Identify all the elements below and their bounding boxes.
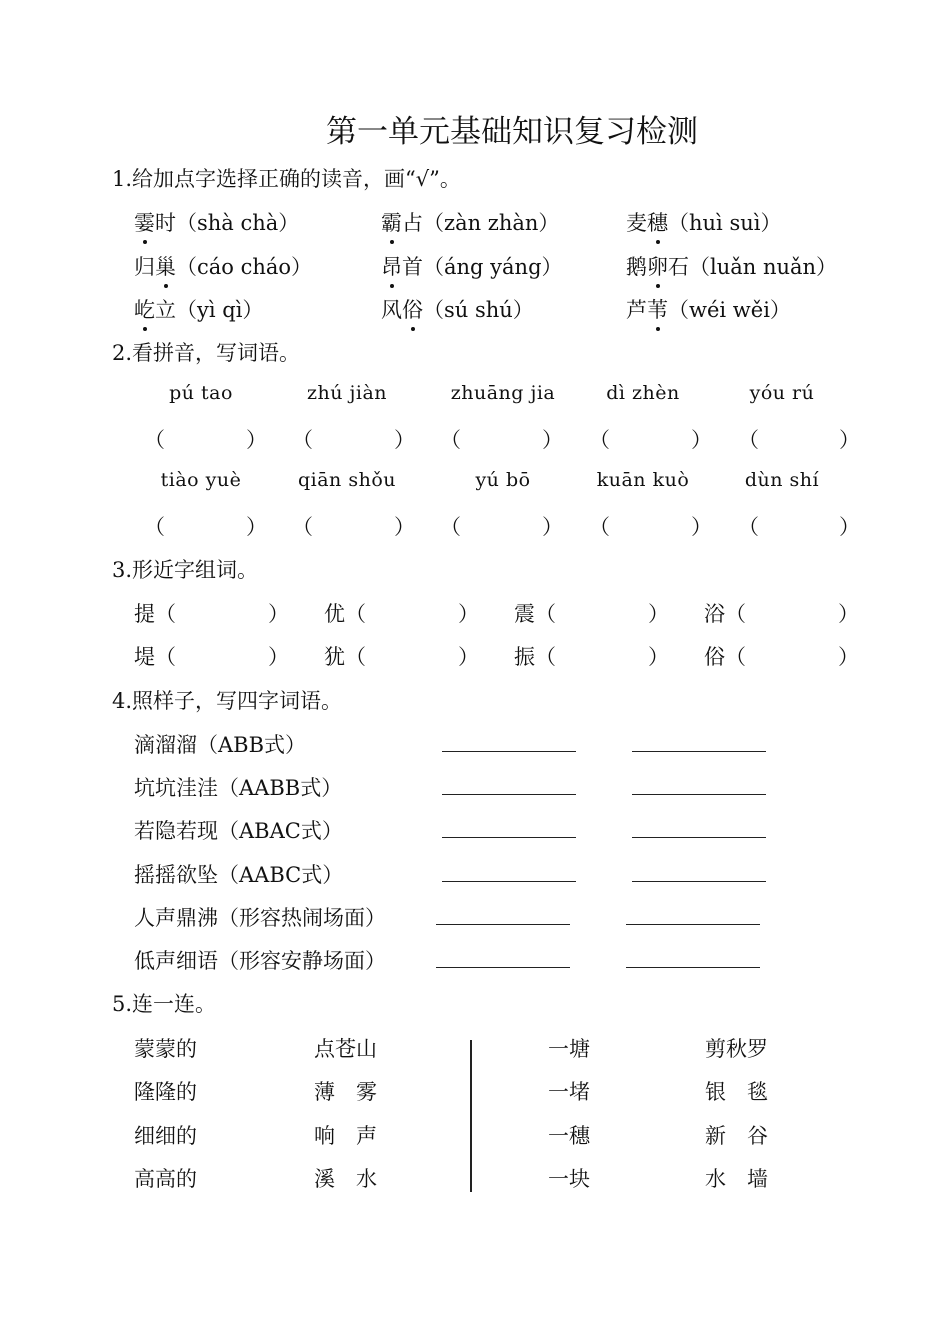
pinyin-label: zhuāng jia — [450, 382, 556, 404]
match-left-noun[interactable]: 溪 水 — [314, 1167, 377, 1191]
answer-bracket-open: （ — [440, 515, 461, 539]
example-word: 坑坑洼洼（AABB式） — [134, 776, 343, 800]
match-left-modifier[interactable]: 隆隆的 — [134, 1080, 197, 1104]
pronunciation-item — [134, 251, 312, 281]
dotted-character: 昂 — [381, 251, 402, 281]
answer-blank[interactable] — [442, 794, 576, 795]
item-options: 石（luǎn nuǎn） — [668, 255, 838, 279]
pinyin-label: qiān shǒu — [297, 469, 396, 491]
answer-blank[interactable] — [632, 837, 766, 838]
q2-heading: 2.看拼音，写词语。 — [112, 341, 301, 365]
answer-blank[interactable] — [632, 794, 766, 795]
match-left-modifier[interactable]: 细细的 — [134, 1124, 197, 1148]
answer-blank[interactable] — [442, 837, 576, 838]
answer-bracket-close: ） — [648, 602, 669, 626]
answer-bracket-close: ） — [458, 645, 479, 669]
match-right-noun[interactable]: 银 毯 — [705, 1080, 768, 1104]
answer-blank[interactable] — [442, 881, 576, 882]
word-group-label: 振（ — [514, 645, 556, 669]
dotted-character: 苇 — [647, 294, 668, 324]
answer-blank[interactable] — [632, 881, 766, 882]
matching-divider — [470, 1040, 472, 1192]
answer-bracket-close: ） — [394, 428, 415, 452]
answer-bracket-close: ） — [246, 515, 267, 539]
match-right-noun[interactable]: 新 谷 — [705, 1124, 768, 1148]
example-word: 滴溜溜（ABB式） — [134, 733, 307, 757]
answer-bracket-close: ） — [691, 515, 712, 539]
answer-bracket-close: ） — [268, 645, 289, 669]
answer-bracket-open: （ — [144, 428, 165, 452]
example-word: 人声鼎沸（形容热闹场面） — [134, 906, 386, 930]
answer-bracket-open: （ — [292, 428, 313, 452]
pronunciation-item — [381, 294, 534, 324]
answer-blank[interactable] — [632, 751, 766, 752]
item-text: 归 — [134, 255, 155, 279]
pronunciation-item — [626, 251, 837, 281]
match-left-noun[interactable]: 薄 雾 — [314, 1080, 377, 1104]
answer-bracket-close: ） — [838, 602, 859, 626]
q1-heading: 1.给加点字选择正确的读音，画“√”。 — [112, 167, 461, 191]
word-group-label: 犹（ — [324, 645, 366, 669]
dotted-character: 霸 — [381, 207, 402, 237]
answer-bracket-open: （ — [292, 515, 313, 539]
pronunciation-item — [134, 207, 299, 237]
dotted-character: 霎 — [134, 207, 155, 237]
word-group-label: 浴（ — [704, 602, 746, 626]
answer-bracket-close: ） — [268, 602, 289, 626]
example-word: 低声细语（形容安静场面） — [134, 949, 386, 973]
item-text: 鹅 — [626, 255, 647, 279]
answer-bracket-close: ） — [691, 428, 712, 452]
match-right-measure[interactable]: 一穗 — [548, 1124, 590, 1148]
pronunciation-item — [381, 207, 559, 237]
match-right-noun[interactable]: 剪秋罗 — [705, 1037, 768, 1061]
answer-blank[interactable] — [626, 924, 760, 925]
item-options: 首（áng yáng） — [402, 255, 563, 279]
pinyin-label: yú bō — [475, 469, 531, 491]
answer-bracket-open: （ — [144, 515, 165, 539]
q4-heading: 4.照样子，写四字词语。 — [112, 689, 343, 713]
match-left-noun[interactable]: 点苍山 — [314, 1037, 377, 1061]
dotted-character: 屹 — [134, 294, 155, 324]
match-right-measure[interactable]: 一堵 — [548, 1080, 590, 1104]
answer-bracket-close: ） — [839, 428, 860, 452]
pronunciation-item — [626, 207, 781, 237]
pinyin-label: zhú jiàn — [306, 382, 388, 404]
word-group-label: 堤（ — [134, 645, 176, 669]
item-options: 立（yì qì） — [155, 298, 264, 322]
pinyin-label: kuān kuò — [596, 469, 690, 491]
answer-blank[interactable] — [436, 924, 570, 925]
item-options: 时（shà chà） — [155, 211, 300, 235]
answer-bracket-close: ） — [246, 428, 267, 452]
answer-bracket-open: （ — [440, 428, 461, 452]
word-group-label: 俗（ — [704, 645, 746, 669]
dotted-character: 俗 — [402, 294, 423, 324]
item-options: （cáo cháo） — [176, 255, 313, 279]
match-left-noun[interactable]: 响 声 — [314, 1124, 377, 1148]
answer-bracket-open: （ — [738, 428, 759, 452]
item-options: （huì suì） — [668, 211, 782, 235]
dotted-character: 巢 — [155, 251, 176, 281]
example-word: 摇摇欲坠（AABC式） — [134, 863, 344, 887]
answer-bracket-open: （ — [589, 515, 610, 539]
answer-bracket-close: ） — [839, 515, 860, 539]
match-right-measure[interactable]: 一塘 — [548, 1037, 590, 1061]
answer-bracket-close: ） — [648, 645, 669, 669]
pinyin-label: yóu rú — [749, 382, 815, 404]
q5-heading: 5.连一连。 — [112, 992, 217, 1016]
match-left-modifier[interactable]: 高高的 — [134, 1167, 197, 1191]
answer-bracket-close: ） — [542, 515, 563, 539]
match-right-noun[interactable]: 水 墙 — [705, 1167, 768, 1191]
item-text: 芦 — [626, 298, 647, 322]
answer-blank[interactable] — [442, 751, 576, 752]
pronunciation-item — [626, 294, 791, 324]
word-group-label: 优（ — [324, 602, 366, 626]
answer-bracket-open: （ — [589, 428, 610, 452]
dotted-character: 卵 — [647, 251, 668, 281]
answer-bracket-open: （ — [738, 515, 759, 539]
answer-blank[interactable] — [436, 967, 570, 968]
answer-bracket-close: ） — [394, 515, 415, 539]
answer-bracket-close: ） — [838, 645, 859, 669]
pinyin-label: tiào yuè — [160, 469, 242, 491]
item-options: 占（zàn zhàn） — [402, 211, 560, 235]
q3-heading: 3.形近字组词。 — [112, 558, 259, 582]
item-text: 风 — [381, 298, 402, 322]
answer-bracket-close: ） — [542, 428, 563, 452]
pinyin-label: dì zhèn — [606, 382, 680, 404]
item-text: 麦 — [626, 211, 647, 235]
pronunciation-item — [134, 294, 263, 324]
word-group-label: 震（ — [514, 602, 556, 626]
page-title: 第一单元基础知识复习检测 — [326, 114, 698, 150]
item-options: （sú shú） — [423, 298, 534, 322]
match-right-measure[interactable]: 一块 — [548, 1167, 590, 1191]
pinyin-label: dùn shí — [744, 469, 820, 491]
pinyin-label: pú tao — [169, 382, 233, 404]
pronunciation-item — [381, 251, 563, 281]
example-word: 若隐若现（ABAC式） — [134, 819, 343, 843]
item-options: （wéi wěi） — [668, 298, 791, 322]
word-group-label: 提（ — [134, 602, 176, 626]
answer-bracket-close: ） — [458, 602, 479, 626]
dotted-character: 穗 — [647, 207, 668, 237]
match-left-modifier[interactable]: 蒙蒙的 — [134, 1037, 197, 1061]
answer-blank[interactable] — [626, 967, 760, 968]
